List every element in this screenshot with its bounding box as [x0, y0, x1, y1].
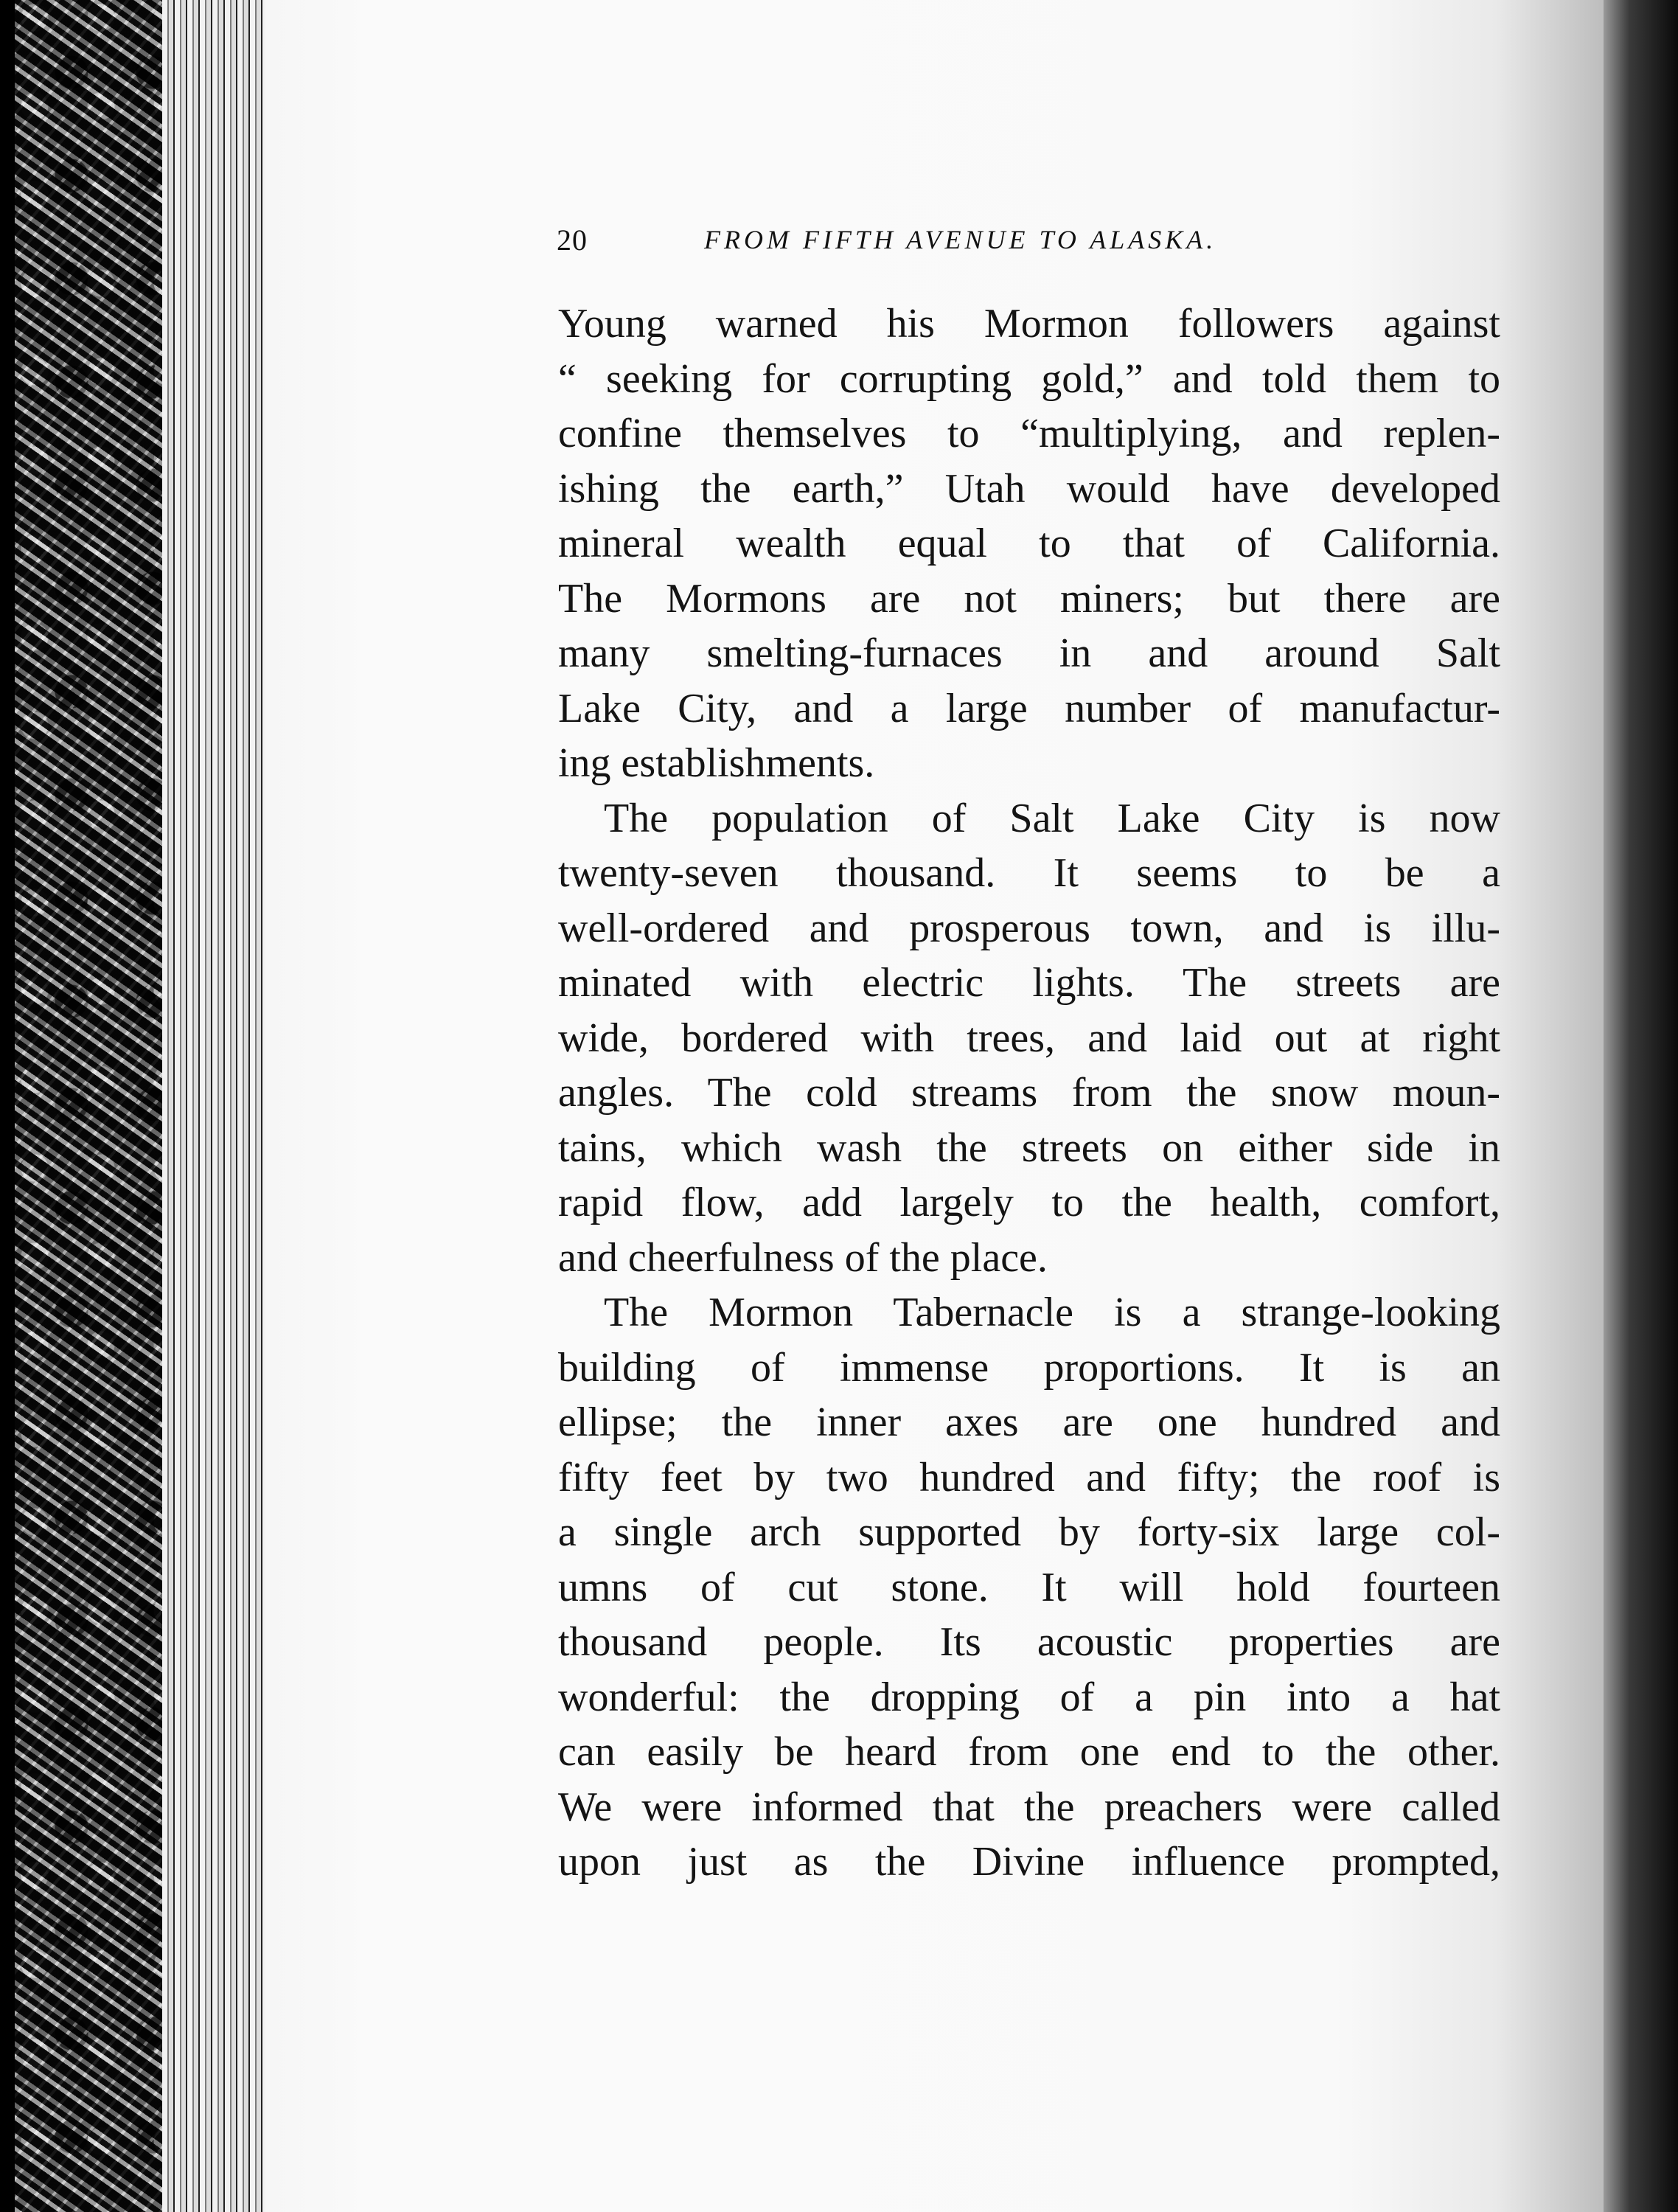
- text-line: many smelting-furnaces in and around Salt: [558, 630, 1500, 676]
- text-line: Lake City, and a large number of manufactur-: [558, 685, 1500, 731]
- page-number: 20: [557, 223, 588, 257]
- text-line: mineral wealth equal to that of California.: [558, 521, 1500, 566]
- paragraph-start-line: The population of Salt Lake City is now: [604, 795, 1500, 841]
- running-title: FROM FIFTH AVENUE TO ALASKA.: [704, 225, 1217, 254]
- text-line: umns of cut stone. It will hold fourteen: [558, 1564, 1500, 1610]
- text-line: ing establishments.: [558, 740, 875, 786]
- text-line: ellipse; the inner axes are one hundred and: [558, 1399, 1500, 1445]
- text-line: tains, which wash the streets on either side in: [558, 1124, 1500, 1171]
- text-line: We were informed that the preachers were called: [558, 1784, 1500, 1830]
- running-head: [557, 223, 1368, 267]
- text-line: thousand people. Its acoustic properties are: [558, 1619, 1500, 1665]
- page-leaves: [162, 0, 265, 2212]
- text-line: can easily be heard from one end to the other.: [558, 1729, 1500, 1775]
- text-line: wonderful: the dropping of a pin into a hat: [558, 1674, 1500, 1720]
- text-line: angles. The cold streams from the snow moun-: [558, 1070, 1500, 1116]
- text-line: confine themselves to “multiplying, and replen-: [558, 411, 1500, 456]
- text-line: fifty feet by two hundred and fifty; the roof is: [558, 1454, 1500, 1500]
- text-line: minated with electric lights. The streets are: [558, 960, 1500, 1006]
- text-line: wide, bordered with trees, and laid out at right: [558, 1015, 1500, 1061]
- body-text: [558, 296, 1500, 1890]
- binding-shadow: [1604, 0, 1678, 2212]
- text-line: The Mormons are not miners; but there are: [558, 575, 1500, 622]
- text-line: well-ordered and prosperous town, and is illu-: [558, 905, 1500, 951]
- text-line: ishing the earth,” Utah would have developed: [558, 465, 1500, 512]
- text-line: upon just as the Divine influence prompted,: [558, 1839, 1500, 1885]
- marbled-edge-pattern: [15, 0, 162, 2212]
- text-line: rapid flow, add largely to the health, comfort,: [558, 1180, 1500, 1225]
- text-line: and cheerfulness of the place.: [558, 1234, 1048, 1281]
- paragraph-start-line: The Mormon Tabernacle is a strange-looking: [604, 1290, 1500, 1335]
- text-line: a single arch supported by forty-six large col-: [558, 1509, 1500, 1555]
- text-line: building of immense proportions. It is an: [558, 1344, 1500, 1391]
- text-line: Young warned his Mormon followers against: [558, 301, 1500, 347]
- text-line: twenty-seven thousand. It seems to be a: [558, 850, 1500, 896]
- text-line: “ seeking for corrupting gold,” and told them to: [558, 355, 1500, 402]
